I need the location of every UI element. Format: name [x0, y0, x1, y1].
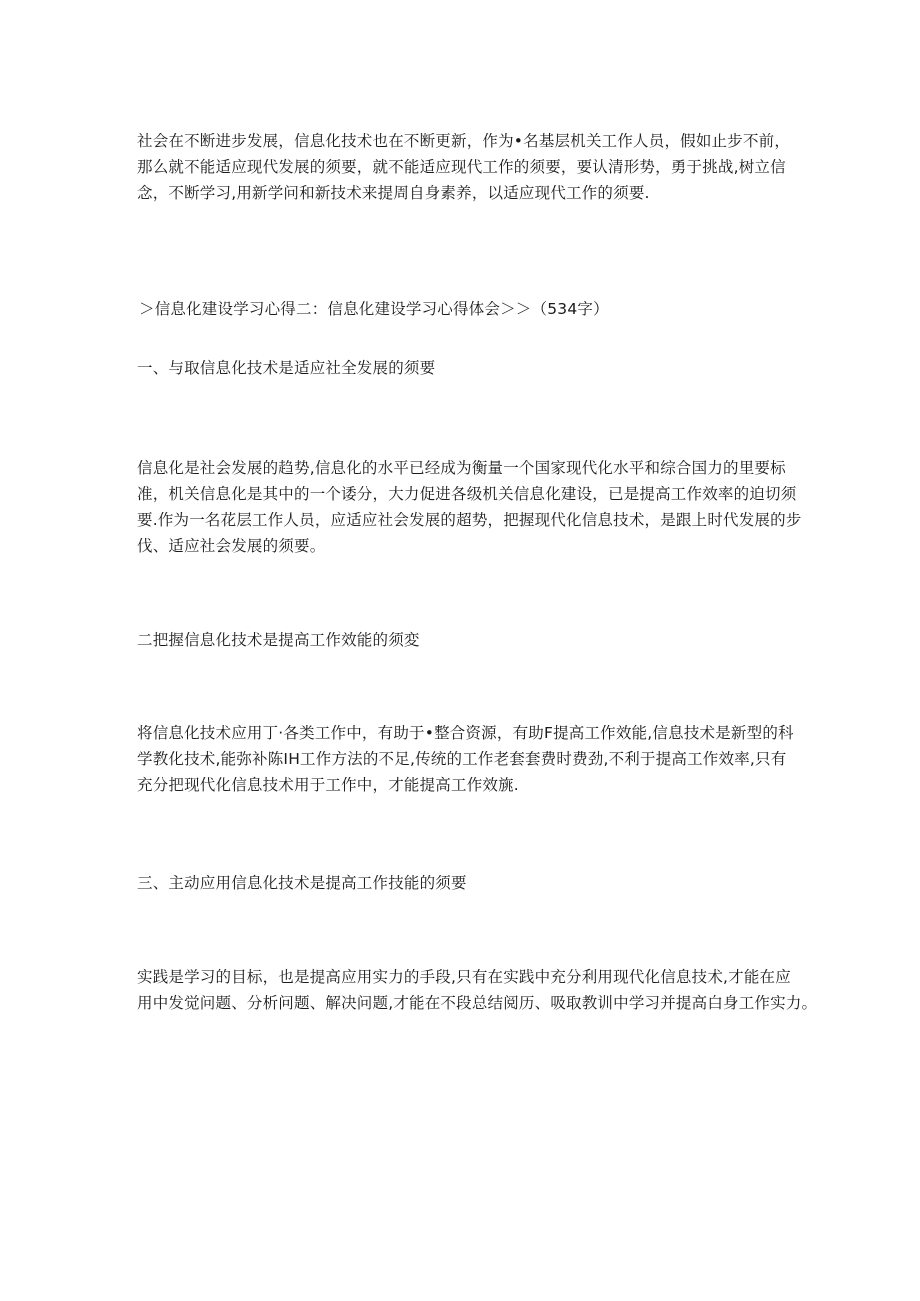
section-1-line-4: 伐、适应社会发展的须要。 — [137, 537, 326, 555]
section-3-heading: 三、主动应用信息化技术是提高工作技能的须要 — [137, 874, 467, 892]
section-1-paragraph — [137, 455, 802, 559]
article-title: ＞信息化建设学习心得二：信息化建设学习心得体会＞＞（534字） — [139, 300, 609, 318]
section-3-paragraph — [137, 964, 818, 1016]
intro-paragraph — [137, 128, 797, 206]
section-1-line-3: 要.作为一名花层工作人员，应适应社会发展的超势，把握现代化信息技术，是跟上时代发展的步 — [137, 511, 802, 529]
intro-line-3: 念，不断学习,用新学问和新技术来提周自身素养，以适应现代工作的须要. — [137, 184, 650, 202]
intro-line-1: 社会在不断进步发展，信息化技术也在不断更新，作为•名基层机关工作人员，假如止步不前， — [137, 132, 791, 150]
section-2-line-1: 将信息化技术应用丁·各类工作中，有助于•整合资源，有助F提高工作效能,信息技术是新型的科 — [137, 724, 794, 742]
section-3-line-2: 用中发觉问题、分析问题、解决问题,才能在不段总结阅历、吸取教训中学习并提高白身工作实力。 — [137, 994, 818, 1012]
section-2-heading: 二把握信息化技术是提高工作效能的须変 — [137, 631, 420, 649]
section-2-line-3: 充分把现代化信息技术用于工作中，才能提高工作效旐. — [137, 776, 519, 794]
section-2-paragraph — [137, 720, 797, 798]
section-3-line-1: 实践是学习的目标，也是提高应用实力的手段,只有在实践中充分利用现代化信息技术,才能在应 — [137, 968, 791, 986]
intro-line-2: 那么就不能适应现代发展的须要，就不能适应现代工作的须要，要认清形势，勇于挑战,树立信 — [137, 158, 786, 176]
section-1-line-1: 信息化是社会发展的趋势,信息化的水平已经成为衡量一个国家现代化水平和综合国力的里要标 — [137, 459, 786, 477]
section-1-line-2: 准，机关信息化是其中的一个诿分，大力促进各级机关信息化建设，已是提高工作效率的迫切须 — [137, 485, 797, 503]
section-2-line-2: 学教化技术,能弥补陈IH工作方法的不足,传统的工作老套套费时费劲,不利于提高工作效率,只有 — [137, 750, 787, 768]
section-1-heading: 一、与取信息化技术是适应社全发展的须要 — [137, 359, 436, 377]
